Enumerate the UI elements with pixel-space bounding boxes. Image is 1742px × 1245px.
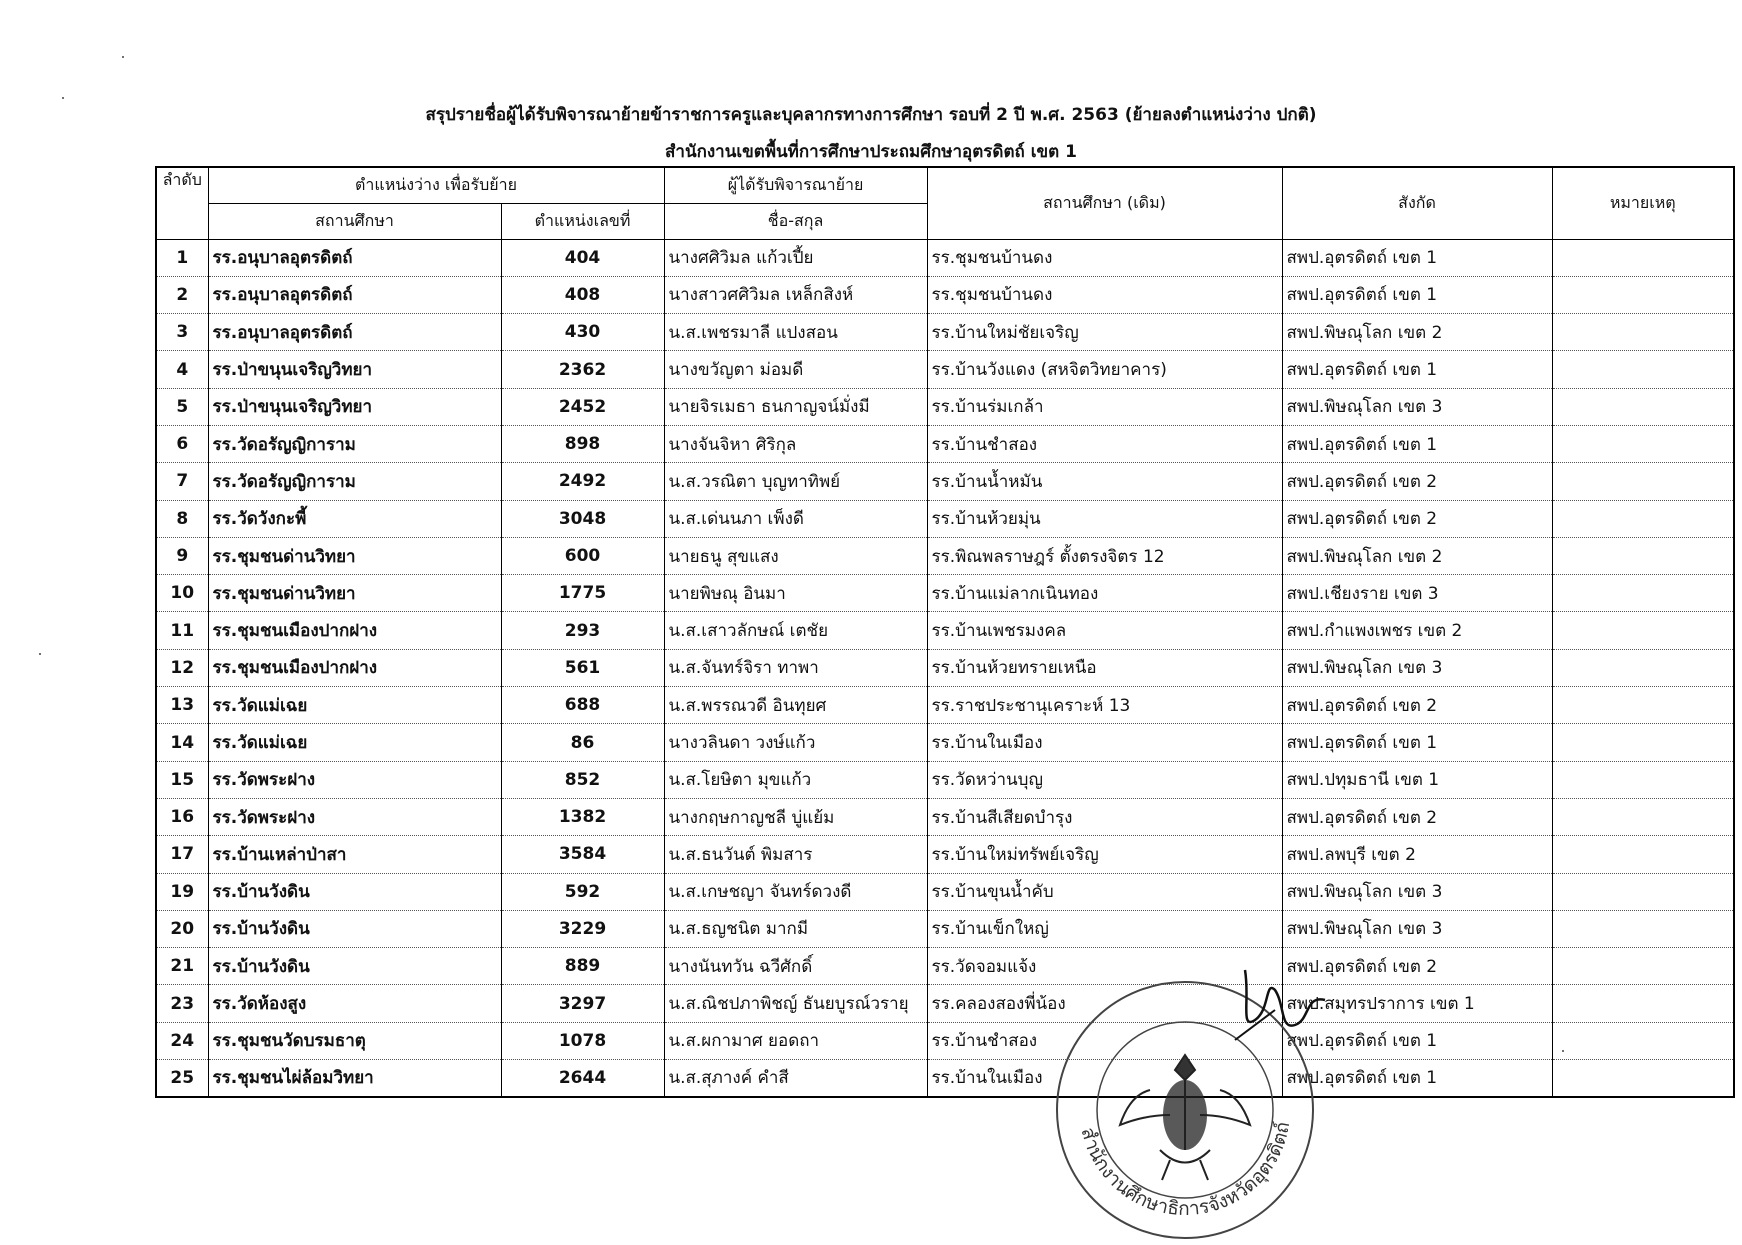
cell-vacancy-school: รร.บ้านเหล่าป่าสา (208, 836, 501, 873)
cell-transferee-name: น.ส.เพชรมาลี แปงสอน (664, 314, 927, 351)
cell-vacancy-school: รร.บ้านวังดิน (208, 910, 501, 947)
cell-original-school: รร.บ้านชำสอง (927, 425, 1282, 462)
cell-original-school: รร.บ้านวังแดง (สหจิตวิทยาคาร) (927, 351, 1282, 388)
table-row (156, 761, 1734, 798)
cell-vacancy-school: รร.วัดแม่เฉย (208, 724, 501, 761)
cell-vacancy-school: รร.ชุมชนไผ่ล้อมวิทยา (208, 1060, 501, 1097)
cell-position-number: 898 (501, 425, 664, 462)
cell-vacancy-school: รร.ชุมชนด่านวิทยา (208, 575, 501, 612)
table-row (156, 836, 1734, 873)
cell-original-school: รร.บ้านขุนน้ำคับ (927, 873, 1282, 910)
cell-no: 23 (156, 985, 208, 1022)
cell-no: 14 (156, 724, 208, 761)
cell-no: 15 (156, 761, 208, 798)
cell-affiliation: สพป.อุตรดิตถ์ เขต 1 (1282, 351, 1552, 388)
cell-affiliation: สพป.อุตรดิตถ์ เขต 2 (1282, 500, 1552, 537)
cell-affiliation: สพป.ลพบุรี เขต 2 (1282, 836, 1552, 873)
cell-transferee-name: น.ส.วรณิตา บุญทาทิพย์ (664, 463, 927, 500)
table-row (156, 649, 1734, 686)
cell-remark (1552, 761, 1734, 798)
cell-vacancy-school: รร.วัดแม่เฉย (208, 687, 501, 724)
cell-no: 7 (156, 463, 208, 500)
table-row (156, 314, 1734, 351)
cell-affiliation: สพป.พิษณุโลก เขต 2 (1282, 314, 1552, 351)
header-original-school: สถานศึกษา (เดิม) (927, 167, 1282, 239)
cell-transferee-name: นางวลินดา วงษ์แก้ว (664, 724, 927, 761)
cell-affiliation: สพป.กำแพงเพชร เขต 2 (1282, 612, 1552, 649)
cell-no: 17 (156, 836, 208, 873)
header-row-1 (156, 167, 1734, 203)
cell-position-number: 688 (501, 687, 664, 724)
cell-vacancy-school: รร.วัดวังกะพี้ (208, 500, 501, 537)
cell-remark (1552, 314, 1734, 351)
cell-vacancy-school: รร.ป่าขนุนเจริญวิทยา (208, 351, 501, 388)
cell-transferee-name: น.ส.ณิชปภาพิชญ์ ธันยบูรณ์วรายุ (664, 985, 927, 1022)
cell-transferee-name: นายพิษณุ อินมา (664, 575, 927, 612)
table-row (156, 276, 1734, 313)
cell-transferee-name: น.ส.ผกามาศ ยอดถา (664, 1022, 927, 1059)
cell-no: 16 (156, 798, 208, 835)
cell-no: 11 (156, 612, 208, 649)
cell-vacancy-school: รร.วัดพระฝาง (208, 798, 501, 835)
cell-position-number: 3584 (501, 836, 664, 873)
cell-original-school: รร.บ้านเข็กใหญ่ (927, 910, 1282, 947)
cell-position-number: 2644 (501, 1060, 664, 1097)
cell-no: 1 (156, 239, 208, 276)
cell-transferee-name: น.ส.สุภางค์ คำสี (664, 1060, 927, 1097)
header-vacancy-position: ตำแหน่งเลขที่ (501, 203, 664, 239)
cell-vacancy-school: รร.ชุมชนด่านวิทยา (208, 537, 501, 574)
cell-original-school: รร.บ้านใหม่ชัยเจริญ (927, 314, 1282, 351)
cell-original-school: รร.วัดจอมแจ้ง (927, 948, 1282, 985)
cell-transferee-name: นายจิรเมธา ธนกาญจน์มั่งมี (664, 388, 927, 425)
document-title: สรุปรายชื่อผู้ได้รับพิจารณาย้ายข้าราชการครูและบุคลากรทางการศึกษา รอบที่ 2 ปี พ.ศ. 2563 (ย้ายลงตำแหน่งว่าง ปกติ) (425, 105, 1317, 125)
cell-remark (1552, 985, 1734, 1022)
cell-remark (1552, 575, 1734, 612)
table-row (156, 948, 1734, 985)
cell-remark (1552, 351, 1734, 388)
cell-no: 5 (156, 388, 208, 425)
seal-text: สำนักงานศึกษาธิการจังหวัดอุตรดิตถ์ (1076, 1120, 1295, 1221)
cell-vacancy-school: รร.ชุมชนเมืองปากฝาง (208, 612, 501, 649)
cell-original-school: รร.ชุมชนบ้านดง (927, 239, 1282, 276)
cell-remark (1552, 649, 1734, 686)
cell-vacancy-school: รร.อนุบาลอุตรดิตถ์ (208, 276, 501, 313)
cell-transferee-name: น.ส.ธนวันต์ พิมสาร (664, 836, 927, 873)
cell-original-school: รร.บ้านเพชรมงคล (927, 612, 1282, 649)
header-no: ลำดับ (156, 167, 208, 239)
cell-original-school: รร.บ้านน้ำหมัน (927, 463, 1282, 500)
cell-position-number: 1078 (501, 1022, 664, 1059)
cell-vacancy-school: รร.ชุมชนเมืองปากฝาง (208, 649, 501, 686)
header-remark: หมายเหตุ (1552, 167, 1734, 239)
cell-original-school: รร.บ้านร่มเกล้า (927, 388, 1282, 425)
table-row (156, 239, 1734, 276)
table-row (156, 612, 1734, 649)
cell-original-school: รร.วัดหว่านบุญ (927, 761, 1282, 798)
cell-transferee-name: นางสาวศศิวิมล เหล็กสิงห์ (664, 276, 927, 313)
cell-transferee-name: นางนันทวัน ฉวีศักดิ์ (664, 948, 927, 985)
cell-vacancy-school: รร.วัดห้องสูง (208, 985, 501, 1022)
cell-affiliation: สพป.พิษณุโลก เขต 2 (1282, 537, 1552, 574)
header-vacancy-school: สถานศึกษา (208, 203, 501, 239)
cell-transferee-name: นางจันจิหา ศิริกุล (664, 425, 927, 462)
table-row (156, 425, 1734, 462)
table-row (156, 798, 1734, 835)
cell-transferee-name: นางศศิวิมล แก้วเปี้ย (664, 239, 927, 276)
cell-remark (1552, 388, 1734, 425)
cell-vacancy-school: รร.วัดพระฝาง (208, 761, 501, 798)
cell-no: 19 (156, 873, 208, 910)
table-row (156, 537, 1734, 574)
cell-position-number: 561 (501, 649, 664, 686)
cell-no: 8 (156, 500, 208, 537)
cell-affiliation: สพป.อุตรดิตถ์ เขต 2 (1282, 687, 1552, 724)
cell-remark (1552, 836, 1734, 873)
header-vacancy-group: ตำแหน่งว่าง เพื่อรับย้าย (208, 167, 664, 203)
table-row (156, 724, 1734, 761)
cell-original-school: รร.บ้านสีเสียดบำรุง (927, 798, 1282, 835)
cell-position-number: 2452 (501, 388, 664, 425)
cell-remark (1552, 612, 1734, 649)
cell-affiliation: สพป.สมุทรปราการ เขต 1 (1282, 985, 1552, 1022)
cell-remark (1552, 873, 1734, 910)
cell-no: 12 (156, 649, 208, 686)
cell-position-number: 592 (501, 873, 664, 910)
cell-position-number: 889 (501, 948, 664, 985)
cell-remark (1552, 276, 1734, 313)
cell-no: 3 (156, 314, 208, 351)
cell-position-number: 430 (501, 314, 664, 351)
cell-original-school: รร.บ้านในเมือง (927, 1060, 1282, 1097)
cell-position-number: 1382 (501, 798, 664, 835)
cell-position-number: 293 (501, 612, 664, 649)
header-transferee-name: ชื่อ-สกุล (664, 203, 927, 239)
cell-affiliation: สพป.อุตรดิตถ์ เขต 2 (1282, 948, 1552, 985)
cell-position-number: 3048 (501, 500, 664, 537)
cell-original-school: รร.คลองสองพี่น้อง (927, 985, 1282, 1022)
cell-position-number: 2492 (501, 463, 664, 500)
table-row (156, 388, 1734, 425)
cell-no: 24 (156, 1022, 208, 1059)
cell-transferee-name: น.ส.จันทร์จิรา ทาพา (664, 649, 927, 686)
cell-remark (1552, 910, 1734, 947)
cell-original-school: รร.บ้านแม่ลากเนินทอง (927, 575, 1282, 612)
cell-remark (1552, 463, 1734, 500)
cell-affiliation: สพป.ปทุมธานี เขต 1 (1282, 761, 1552, 798)
cell-affiliation: สพป.อุตรดิตถ์ เขต 2 (1282, 463, 1552, 500)
cell-affiliation: สพป.อุตรดิตถ์ เขต 1 (1282, 239, 1552, 276)
table-row (156, 463, 1734, 500)
cell-vacancy-school: รร.อนุบาลอุตรดิตถ์ (208, 239, 501, 276)
cell-remark (1552, 798, 1734, 835)
cell-original-school: รร.บ้านในเมือง (927, 724, 1282, 761)
document-subtitle: สำนักงานเขตพื้นที่การศึกษาประถมศึกษาอุตรดิตถ์ เขต 1 (665, 142, 1077, 162)
cell-no: 20 (156, 910, 208, 947)
cell-original-school: รร.ชุมชนบ้านดง (927, 276, 1282, 313)
table-row (156, 1060, 1734, 1097)
header-affiliation: สังกัด (1282, 167, 1552, 239)
cell-remark (1552, 687, 1734, 724)
cell-transferee-name: น.ส.พรรณวดี อินทุยศ (664, 687, 927, 724)
cell-no: 21 (156, 948, 208, 985)
cell-position-number: 1775 (501, 575, 664, 612)
cell-affiliation: สพป.พิษณุโลก เขต 3 (1282, 873, 1552, 910)
table-row (156, 500, 1734, 537)
header-transferee-group: ผู้ได้รับพิจารณาย้าย (664, 167, 927, 203)
cell-remark (1552, 425, 1734, 462)
cell-remark (1552, 537, 1734, 574)
cell-remark (1552, 1022, 1734, 1059)
cell-no: 6 (156, 425, 208, 462)
cell-affiliation: สพป.อุตรดิตถ์ เขต 1 (1282, 1022, 1552, 1059)
table-row (156, 873, 1734, 910)
cell-position-number: 86 (501, 724, 664, 761)
cell-position-number: 600 (501, 537, 664, 574)
cell-remark (1552, 500, 1734, 537)
cell-original-school: รร.บ้านห้วยทรายเหนือ (927, 649, 1282, 686)
signature-icon (1215, 950, 1355, 1060)
cell-affiliation: สพป.อุตรดิตถ์ เขต 1 (1282, 425, 1552, 462)
table-row (156, 687, 1734, 724)
cell-vacancy-school: รร.ป่าขนุนเจริญวิทยา (208, 388, 501, 425)
cell-remark (1552, 1060, 1734, 1097)
cell-affiliation: สพป.อุตรดิตถ์ เขต 1 (1282, 1060, 1552, 1097)
cell-affiliation: สพป.พิษณุโลก เขต 3 (1282, 388, 1552, 425)
cell-original-school: รร.บ้านใหม่ทรัพย์เจริญ (927, 836, 1282, 873)
cell-affiliation: สพป.พิษณุโลก เขต 3 (1282, 649, 1552, 686)
cell-no: 9 (156, 537, 208, 574)
cell-transferee-name: นางกฤษกาญชลี บู่แย้ม (664, 798, 927, 835)
cell-affiliation: สพป.พิษณุโลก เขต 3 (1282, 910, 1552, 947)
cell-vacancy-school: รร.วัดอรัญญิการาม (208, 463, 501, 500)
cell-no: 2 (156, 276, 208, 313)
cell-position-number: 2362 (501, 351, 664, 388)
cell-no: 25 (156, 1060, 208, 1097)
cell-vacancy-school: รร.บ้านวังดิน (208, 873, 501, 910)
cell-transferee-name: น.ส.เกษชญา จันทร์ดวงดี (664, 873, 927, 910)
cell-transferee-name: น.ส.โยษิตา มุขแก้ว (664, 761, 927, 798)
cell-position-number: 3229 (501, 910, 664, 947)
cell-affiliation: สพป.เชียงราย เขต 3 (1282, 575, 1552, 612)
cell-remark (1552, 724, 1734, 761)
table-row (156, 985, 1734, 1022)
cell-original-school: รร.บ้านห้วยมุ่น (927, 500, 1282, 537)
table-row (156, 1022, 1734, 1059)
cell-vacancy-school: รร.อนุบาลอุตรดิตถ์ (208, 314, 501, 351)
table-row (156, 351, 1734, 388)
cell-original-school: รร.พิณพลราษฎร์ ตั้งตรงจิตร 12 (927, 537, 1282, 574)
cell-position-number: 3297 (501, 985, 664, 1022)
cell-vacancy-school: รร.ชุมชนวัดบรมธาตุ (208, 1022, 501, 1059)
cell-transferee-name: น.ส.เสาวลักษณ์ เตชัย (664, 612, 927, 649)
cell-position-number: 404 (501, 239, 664, 276)
cell-no: 13 (156, 687, 208, 724)
cell-transferee-name: นางขวัญตา ม่อมดี (664, 351, 927, 388)
cell-vacancy-school: รร.วัดอรัญญิการาม (208, 425, 501, 462)
cell-no: 10 (156, 575, 208, 612)
cell-position-number: 408 (501, 276, 664, 313)
cell-original-school: รร.บ้านชำสอง (927, 1022, 1282, 1059)
table-row (156, 910, 1734, 947)
cell-affiliation: สพป.อุตรดิตถ์ เขต 1 (1282, 724, 1552, 761)
cell-affiliation: สพป.อุตรดิตถ์ เขต 2 (1282, 798, 1552, 835)
cell-remark (1552, 948, 1734, 985)
cell-remark (1552, 239, 1734, 276)
cell-transferee-name: น.ส.ธญชนิต มากมี (664, 910, 927, 947)
cell-position-number: 852 (501, 761, 664, 798)
cell-transferee-name: น.ส.เด่นนภา เพ็งดี (664, 500, 927, 537)
cell-original-school: รร.ราชประชานุเคราะห์ 13 (927, 687, 1282, 724)
transfer-table (155, 166, 1735, 1098)
cell-no: 4 (156, 351, 208, 388)
table-row (156, 575, 1734, 612)
cell-affiliation: สพป.อุตรดิตถ์ เขต 1 (1282, 276, 1552, 313)
cell-vacancy-school: รร.บ้านวังดิน (208, 948, 501, 985)
cell-transferee-name: นายธนู สุขแสง (664, 537, 927, 574)
